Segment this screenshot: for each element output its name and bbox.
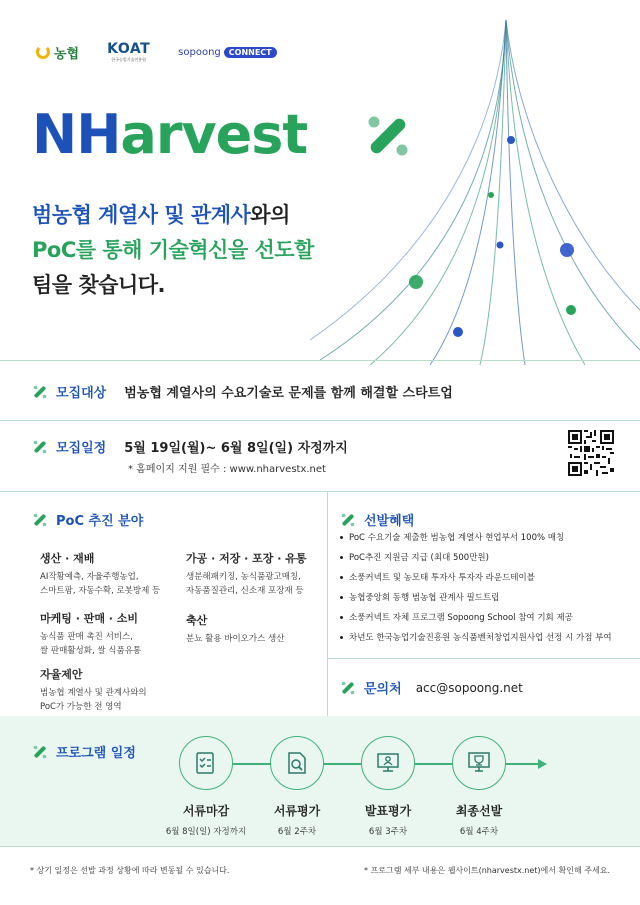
tagline-line-1-black: 와의 (250, 203, 290, 227)
benefit-text: PoC 수요기술 제출한 범농협 계열사 현업부서 100% 매칭 (349, 533, 565, 543)
footer-note-right: * 프로그램 세부 내용은 웹사이트(nharvestx.net)에서 확인해 주세요. (363, 866, 610, 875)
contact-row (340, 678, 523, 697)
poc-category-title: 자율제안 (40, 668, 83, 681)
homepage-note: * 홈페이지 지원 필수 : www.nharvestx.net (128, 464, 326, 475)
benefit-item (340, 532, 630, 552)
poc-category-desc: AI작황예측, 자율주행농업, (40, 572, 139, 582)
recruit-target-row (32, 382, 453, 401)
divider (0, 420, 640, 421)
divider (0, 360, 640, 361)
tagline (32, 198, 314, 303)
bullet-dot-icon (340, 556, 343, 559)
benefits-label: 선발혜택 (364, 514, 415, 529)
bullet-dot-icon (340, 636, 343, 639)
benefit-item (340, 552, 630, 572)
sopoong-logo-text: sopoong (178, 46, 221, 58)
benefit-item (340, 572, 630, 592)
poc-category-title: 축산 (186, 614, 208, 627)
sopoong-connect-logo (178, 47, 276, 58)
title-nh: NH (32, 103, 121, 166)
recruit-schedule-text: 5월 19일(월)~ 6월 8일(일) 자정까지 (124, 441, 348, 456)
tagline-line-3: 팀을 찾습니다. (32, 273, 166, 297)
bullet-dot-icon (340, 536, 343, 539)
contact-email-link[interactable]: acc@sopoong.net (415, 680, 523, 695)
step-circle (361, 736, 415, 790)
connect-logo-pill: CONNECT (224, 47, 277, 58)
benefit-item (340, 592, 630, 612)
bullet-dot-icon (340, 596, 343, 599)
step-date: 6월 3주차 (368, 827, 408, 837)
recruit-schedule-row (32, 437, 348, 456)
poc-category (40, 550, 160, 598)
koat-logo (107, 42, 150, 62)
benefit-item (340, 632, 630, 652)
x-bullet-icon (32, 384, 48, 400)
benefit-text: PoC추진 지원금 지급 (최대 500만원) (349, 553, 489, 563)
step-date: 6월 2주차 (277, 827, 317, 837)
poc-category-desc: 범농협 계열사 및 관계사와의 (40, 688, 147, 698)
title-arvest: arvest (120, 103, 308, 166)
poc-category (40, 610, 141, 658)
nh-logo-text: 농협 (54, 46, 80, 62)
koat-logo-subtext: 한국농업기술진흥원 (111, 57, 147, 62)
partner-logos (36, 42, 277, 62)
bullet-dot-icon (340, 576, 343, 579)
step-name: 서류마감 (182, 804, 230, 818)
divider (327, 658, 640, 659)
recruit-target-label: 모집대상 (56, 386, 107, 401)
benefit-item (340, 612, 630, 632)
timeline-arrow-icon (538, 759, 547, 769)
x-bullet-icon (32, 439, 48, 455)
footer-note-left: * 상기 일정은 선발 과정 상황에 따라 변동될 수 있습니다. (30, 866, 230, 875)
step-circle (270, 736, 324, 790)
program-step (419, 736, 539, 837)
poc-category-title: 생산 · 재배 (40, 552, 95, 565)
x-logo-icon (362, 110, 414, 162)
poc-category (40, 666, 147, 714)
step-circle (179, 736, 233, 790)
nh-logo (36, 43, 79, 62)
step-date: 6월 4주차 (459, 827, 499, 837)
poc-category-desc: 쌀 판매활성화, 쌀 식품유통 (40, 646, 142, 656)
tagline-line-1-blue: 범농협 계열사 및 관계사 (32, 203, 251, 227)
poc-category-desc: 자동품질관리, 신소재 포장재 등 (186, 586, 304, 596)
step-name: 서류평가 (273, 804, 321, 818)
poc-label: PoC 추진 분야 (56, 514, 144, 529)
divider (0, 846, 640, 847)
benefit-text: 농협중앙회 동행 범농협 관계사 필드트립 (349, 593, 500, 603)
recruit-schedule-label: 모집일정 (56, 441, 107, 456)
step-date: 6월 8일(일) 자정까지 (165, 827, 247, 837)
koat-logo-text: KOAT (107, 41, 151, 57)
x-bullet-icon (340, 680, 356, 696)
qr-code[interactable] (568, 430, 614, 476)
step-name: 최종선발 (455, 804, 503, 818)
poc-category-title: 마케팅 · 판매 · 소비 (40, 612, 139, 625)
step-circle (452, 736, 506, 790)
benefit-text: 소풍커넥트 자체 프로그램 Sopoong School 참여 기회 제공 (349, 613, 573, 623)
column-divider (327, 492, 328, 716)
benefit-text: 차년도 한국농업기술진흥원 농식품벤처창업지원사업 선정 시 가점 부여 (349, 633, 612, 643)
trophy-icon (466, 750, 492, 776)
benefit-text: 소풍커넥트 및 농모태 투자사 투자자 라운드테이블 (349, 573, 535, 583)
bullet-dot-icon (340, 616, 343, 619)
poc-category-desc: 스마트팜, 자동수확, 로봇방제 등 (40, 586, 161, 596)
poc-category (186, 550, 307, 598)
poc-category-desc: 농식품 판매 촉진 서비스, (40, 632, 133, 642)
tagline-line-1 (32, 198, 314, 233)
poc-category-desc: 생분해패키징, 농식품광고매칭, (186, 572, 301, 582)
presentation-icon (375, 750, 401, 776)
benefits-list (340, 532, 630, 652)
poc-category (186, 612, 284, 646)
poc-category-desc: PoC가 가능한 전 영역 (40, 702, 122, 712)
poc-category-desc: 분뇨 활용 바이오가스 생산 (186, 634, 285, 644)
page-title (32, 103, 308, 166)
tagline-line-2: PoC를 통해 기술혁신을 선도할 (32, 238, 314, 262)
step-name: 발표평가 (364, 804, 412, 818)
network-tree-graphic (310, 20, 640, 365)
document-search-icon (284, 750, 310, 776)
poc-category-title: 가공 · 저장 · 포장 · 유통 (186, 552, 307, 565)
benefits-header (340, 510, 414, 529)
poc-header (32, 510, 143, 529)
recruit-target-text: 범농협 계열사의 수요기술로 문제를 함께 해결할 스타트업 (124, 386, 453, 401)
nh-mark-icon (36, 45, 50, 59)
program-header (32, 742, 136, 761)
x-bullet-icon (340, 512, 356, 528)
x-bullet-icon (32, 512, 48, 528)
x-bullet-icon (32, 744, 48, 760)
checklist-icon (193, 750, 219, 776)
program-label: 프로그램 일정 (56, 746, 136, 761)
contact-label: 문의처 (364, 682, 402, 697)
divider (0, 491, 640, 492)
